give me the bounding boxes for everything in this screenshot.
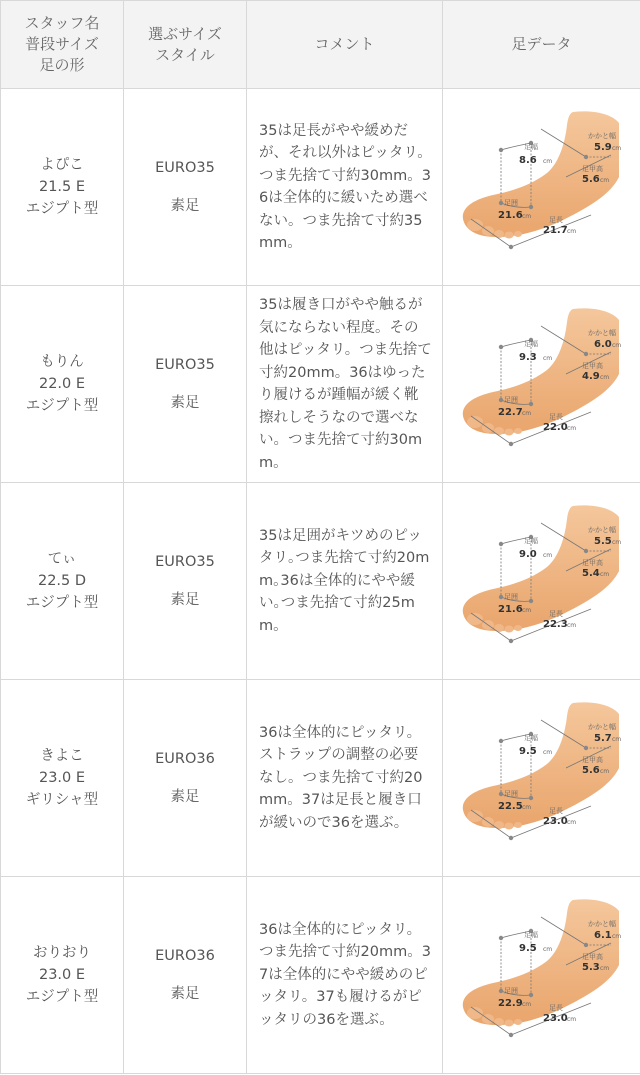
heel-unit: cm (612, 736, 622, 743)
foot-data-cell (443, 286, 640, 483)
usual-size: 23.0 E (38, 967, 86, 983)
length-label: 足長 (549, 1004, 563, 1012)
girth-label: 足囲 (504, 199, 518, 207)
heel-label: かかと幅 (588, 526, 616, 534)
girth-value: 21.6 (498, 210, 523, 221)
girth-unit: cm (522, 607, 532, 614)
girth-unit: cm (522, 410, 532, 417)
comment-cell: 36は全体的にピッタリ。つま先捨て寸約20mm。37は全体的にやや緩めのピッタリ。37も履けるがピッタリの36を選ぶ。 (247, 877, 443, 1074)
wear-style: 素足 (170, 197, 200, 214)
width-value: 9.0 (519, 549, 537, 560)
length-label: 足長 (549, 413, 563, 421)
chosen-size: EURO36 (155, 750, 215, 767)
length-unit: cm (567, 819, 577, 826)
instep-unit: cm (600, 571, 610, 578)
length-unit: cm (567, 622, 577, 629)
heel-unit: cm (612, 539, 622, 546)
heel-value: 6.0 (594, 339, 612, 350)
heel-label: かかと幅 (588, 132, 616, 140)
instep-label: 足甲高 (582, 953, 603, 961)
comment-cell: 35は履き口がやや触るが気にならない程度。その他はピッタリ。つま先捨て寸約20mm。36はゆったり履けるが踵幅が緩く靴擦れしそうなので選べない。つま先捨て寸約30mm。 (247, 286, 443, 483)
foot-diagram (461, 698, 626, 848)
foot-diagram (461, 501, 626, 651)
instep-value: 5.6 (582, 765, 600, 776)
width-label: 足幅 (524, 340, 538, 348)
instep-unit: cm (600, 768, 610, 775)
instep-unit: cm (600, 374, 610, 381)
usual-size: 22.5 D (37, 573, 87, 589)
comment-cell: 36は全体的にピッタリ。ストラップの調整の必要なし。つま先捨て寸約20mm。37は足長と履き口が緩いので36を選ぶ。 (247, 680, 443, 877)
instep-label: 足甲高 (582, 165, 603, 173)
foot-diagram (461, 304, 626, 454)
heel-value: 5.5 (594, 536, 612, 547)
length-value: 22.0 (543, 422, 568, 433)
instep-unit: cm (600, 965, 610, 972)
wear-style: 素足 (170, 788, 200, 805)
heel-label: かかと幅 (588, 920, 616, 928)
size-cell (124, 483, 247, 680)
girth-label: 足囲 (504, 593, 518, 601)
girth-unit: cm (522, 213, 532, 220)
staff-cell (1, 877, 124, 1074)
girth-value: 22.5 (498, 801, 523, 812)
width-value: 9.3 (519, 352, 537, 363)
heel-value: 5.9 (594, 142, 612, 153)
chosen-size: EURO35 (155, 356, 215, 373)
header-size-line1: 選ぶサイズ (148, 24, 222, 43)
chosen-size: EURO36 (155, 947, 215, 964)
length-label: 足長 (549, 216, 563, 224)
instep-label: 足甲高 (582, 362, 603, 370)
staff-name: もりん (40, 354, 84, 370)
width-unit: cm (543, 158, 553, 165)
table-row (1, 286, 640, 483)
length-unit: cm (567, 228, 577, 235)
girth-unit: cm (522, 1001, 532, 1008)
header-comment: コメント (247, 1, 443, 89)
foot-diagram (461, 895, 626, 1045)
wear-style: 素足 (170, 591, 200, 608)
chosen-size: EURO35 (155, 553, 215, 570)
header-staff-line2: 普段サイズ (25, 35, 99, 53)
size-cell (124, 877, 247, 1074)
width-unit: cm (543, 749, 553, 756)
width-unit: cm (543, 552, 553, 559)
instep-value: 5.3 (582, 962, 600, 973)
girth-value: 22.9 (498, 998, 523, 1009)
heel-value: 5.7 (594, 733, 612, 744)
header-row (1, 1, 640, 89)
usual-size: 21.5 E (38, 179, 86, 195)
size-cell (124, 286, 247, 483)
foot-diagram (461, 107, 626, 257)
girth-value: 21.6 (498, 604, 523, 615)
instep-label: 足甲高 (582, 756, 603, 764)
table-row (1, 89, 640, 286)
width-value: 9.5 (519, 943, 537, 954)
girth-label: 足囲 (504, 987, 518, 995)
header-size-line2: スタイル (155, 45, 215, 64)
girth-value: 22.7 (498, 407, 523, 418)
heel-label: かかと幅 (588, 723, 616, 731)
size-cell (124, 680, 247, 877)
width-label: 足幅 (524, 734, 538, 742)
staff-name: よぴこ (40, 157, 84, 173)
header-staff-line1: スタッフ名 (24, 14, 100, 32)
foot-data-cell (443, 877, 640, 1074)
staff-cell (1, 483, 124, 680)
header-size (124, 1, 247, 89)
instep-label: 足甲高 (582, 559, 603, 567)
foot-shape: エジプト型 (25, 989, 99, 1005)
staff-name: きよこ (40, 748, 84, 764)
comment-cell: 35は足長がやや緩めだが、それ以外はピッタリ。つま先捨て寸約30mm。36は全体的に緩いため選べない。つま先捨て寸約35mm。 (247, 89, 443, 286)
staff-name: てぃ (47, 551, 77, 567)
instep-unit: cm (600, 177, 610, 184)
length-value: 23.0 (543, 1013, 568, 1024)
heel-unit: cm (612, 145, 622, 152)
heel-value: 6.1 (594, 930, 612, 941)
foot-data-cell (443, 89, 640, 286)
width-value: 8.6 (519, 155, 537, 166)
usual-size: 22.0 E (38, 376, 86, 392)
staff-cell (1, 286, 124, 483)
staff-name: おりおり (33, 945, 91, 961)
foot-data-cell (443, 680, 640, 877)
chosen-size: EURO35 (155, 159, 215, 176)
table-row (1, 877, 640, 1074)
staff-cell (1, 680, 124, 877)
staff-cell (1, 89, 124, 286)
length-label: 足長 (549, 610, 563, 618)
heel-label: かかと幅 (588, 329, 616, 337)
length-value: 23.0 (543, 816, 568, 827)
wear-style: 素足 (170, 394, 200, 411)
heel-unit: cm (612, 342, 622, 349)
instep-value: 4.9 (582, 371, 600, 382)
width-label: 足幅 (524, 931, 538, 939)
width-unit: cm (543, 355, 553, 362)
girth-label: 足囲 (504, 396, 518, 404)
foot-shape: エジプト型 (25, 398, 99, 414)
length-value: 22.3 (543, 619, 568, 630)
width-label: 足幅 (524, 537, 538, 545)
foot-shape: ギリシャ型 (25, 792, 99, 808)
girth-label: 足囲 (504, 790, 518, 798)
comment-cell: 35は足囲がキツめのピッタリ｡つま先捨て寸約20mm｡36は全体的にやや緩い｡つま先捨て寸約25mm。 (247, 483, 443, 680)
length-unit: cm (567, 1016, 577, 1023)
usual-size: 23.0 E (38, 770, 86, 786)
instep-value: 5.6 (582, 174, 600, 185)
length-unit: cm (567, 425, 577, 432)
girth-unit: cm (522, 804, 532, 811)
foot-shape: エジプト型 (25, 595, 99, 611)
size-cell (124, 89, 247, 286)
header-foot-data: 足データ (443, 1, 640, 89)
header-staff (1, 1, 124, 89)
header-staff-line3: 足の形 (39, 56, 85, 74)
length-value: 21.7 (543, 225, 568, 236)
heel-unit: cm (612, 933, 622, 940)
foot-shape: エジプト型 (25, 201, 99, 217)
table-row (1, 483, 640, 680)
instep-value: 5.4 (582, 568, 600, 579)
wear-style: 素足 (170, 985, 200, 1002)
length-label: 足長 (549, 807, 563, 815)
foot-data-cell (443, 483, 640, 680)
width-unit: cm (543, 946, 553, 953)
width-value: 9.5 (519, 746, 537, 757)
width-label: 足幅 (524, 143, 538, 151)
table-row (1, 680, 640, 877)
